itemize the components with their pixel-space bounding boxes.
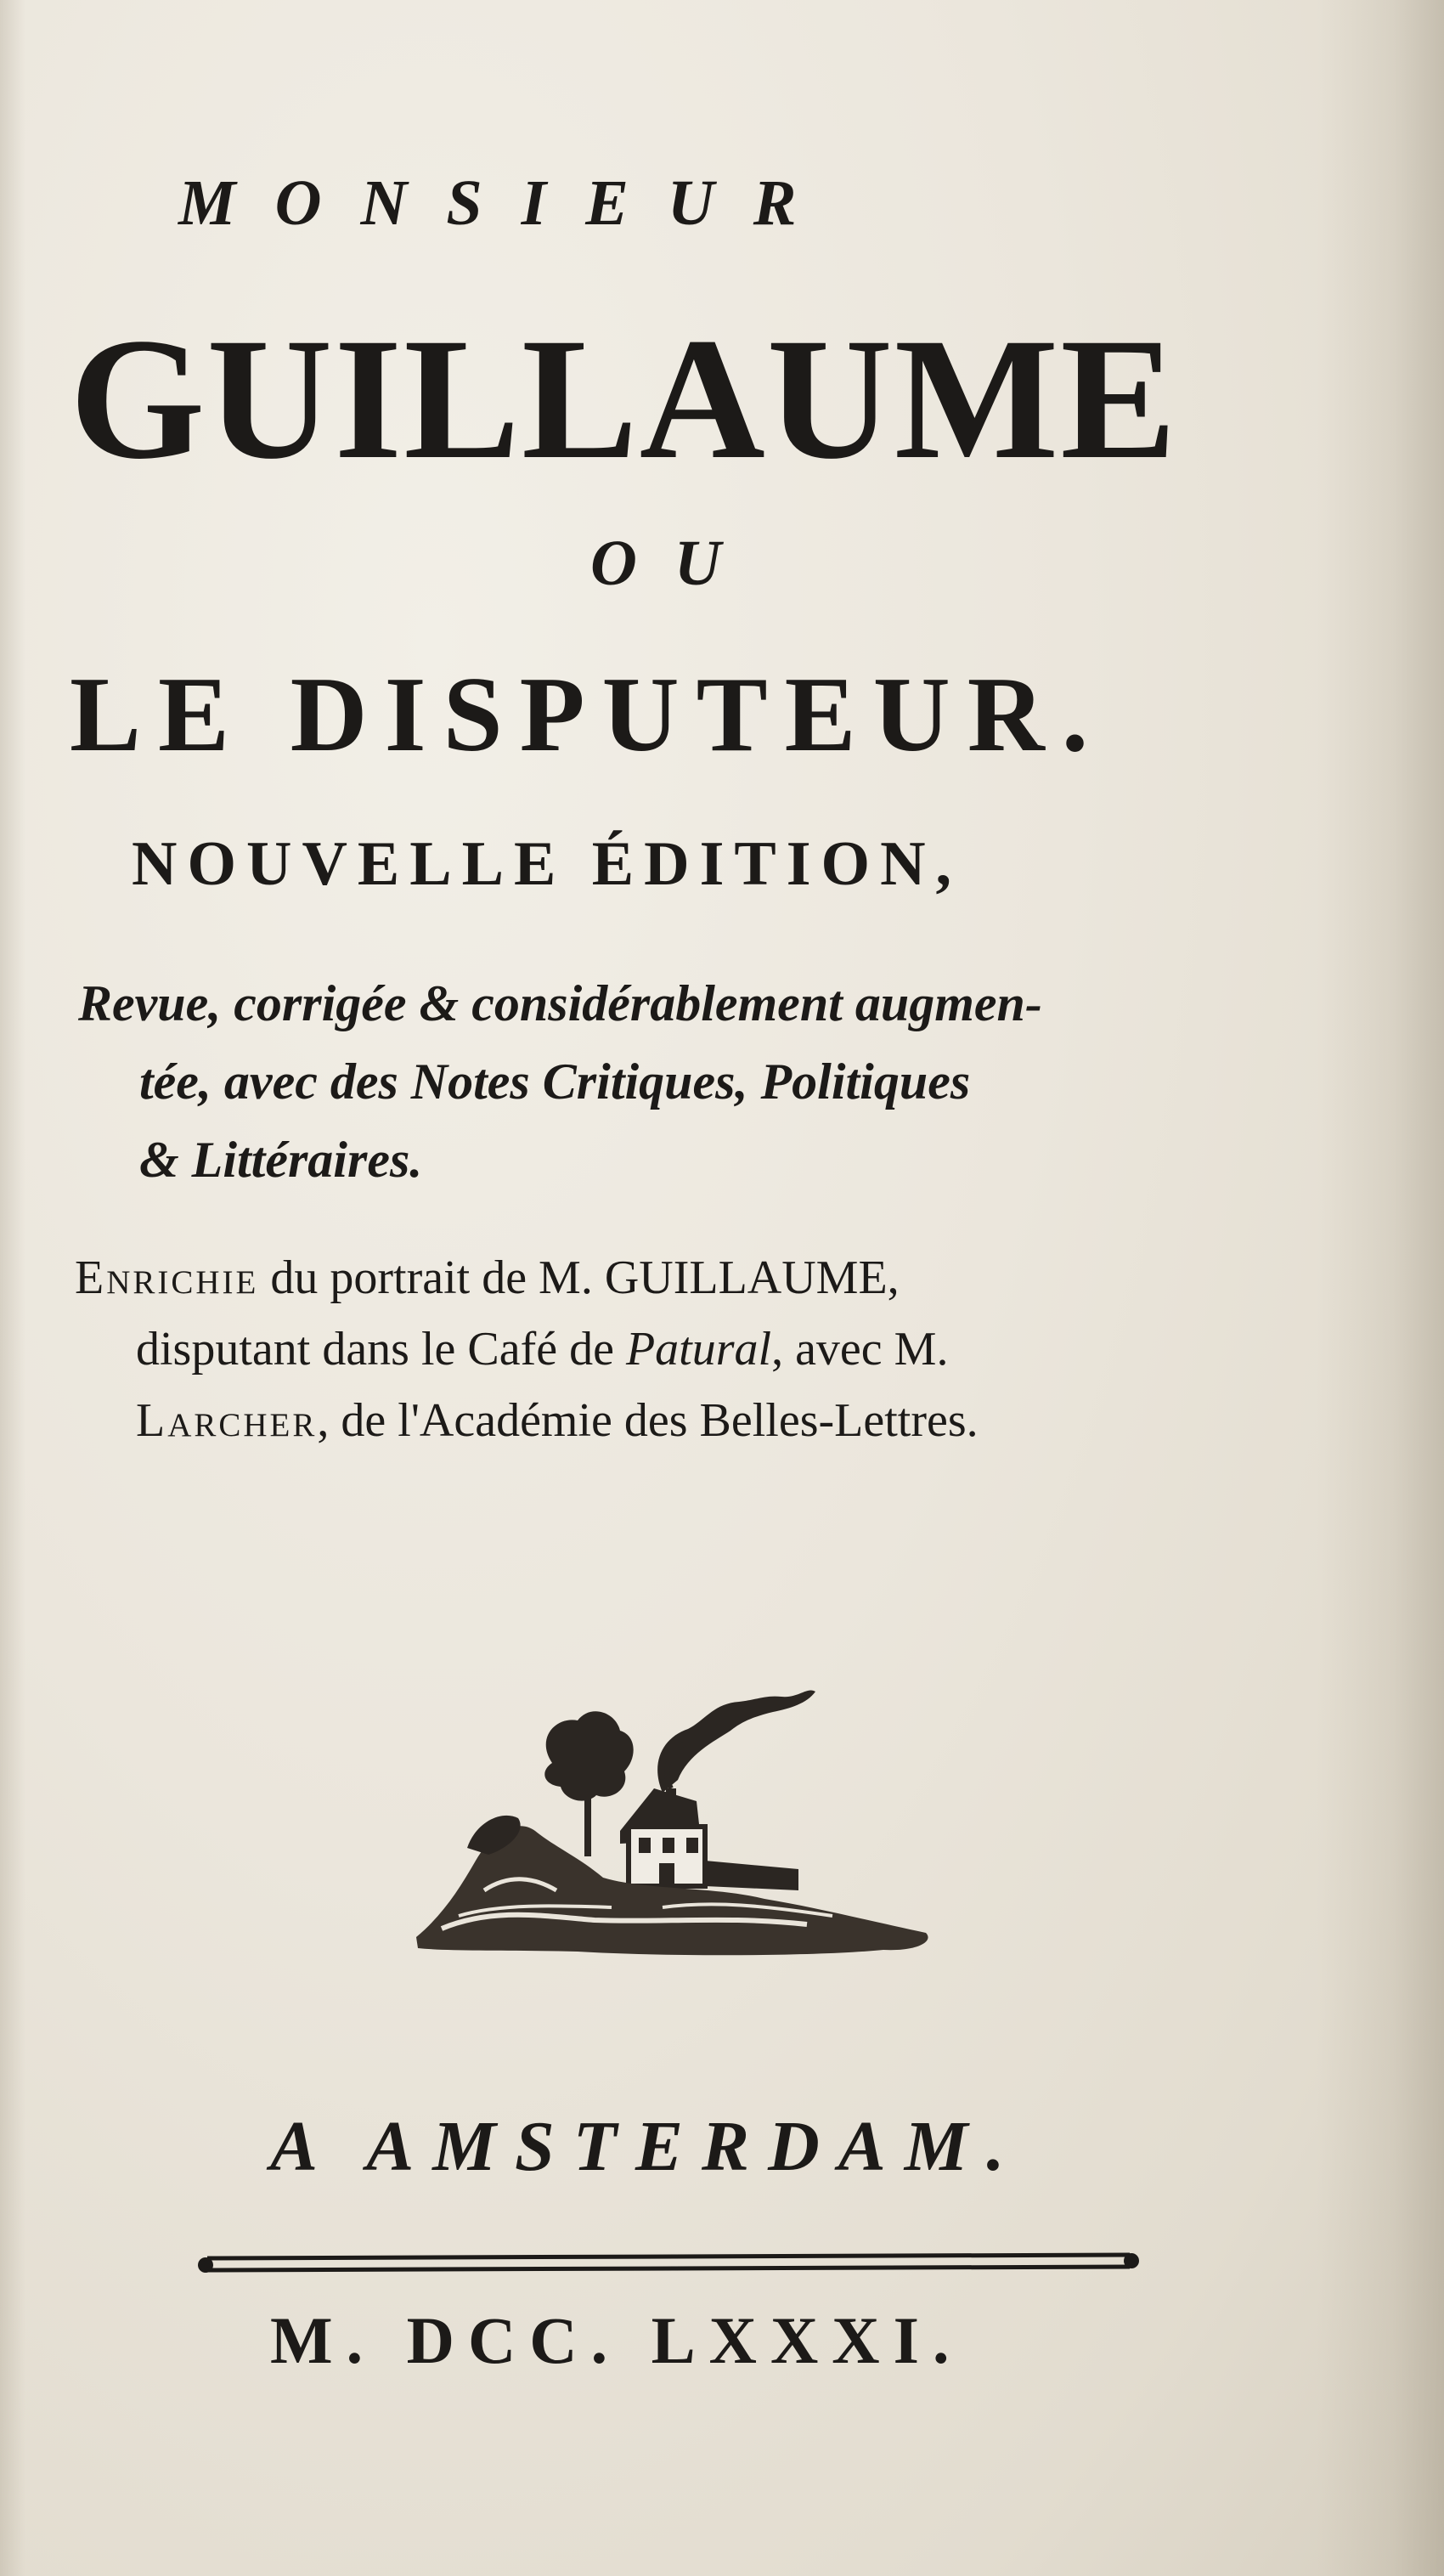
- revision-line-2: tée, avec des Notes Critiques, Politiques: [139, 1054, 971, 1110]
- portrait-line-3-rest: , de l'Académie des Belles-Lettres.: [317, 1394, 979, 1447]
- revision-note: [78, 964, 1267, 1199]
- edition-statement: NOUVELLE ÉDITION,: [132, 829, 962, 899]
- portrait-line-2: [75, 1313, 1281, 1385]
- portrait-line-1: [75, 1242, 1281, 1313]
- woodcut-house-on-hill-icon: [408, 1635, 951, 1992]
- paper-left-shadow: [0, 0, 25, 2576]
- portrait-line-2-a: disputant dans le Café de: [136, 1323, 626, 1376]
- revision-line-1: Revue, corrigée & considérablement augmen-: [78, 975, 1042, 1031]
- title-disputeur: LE DISPUTEUR.: [70, 656, 1106, 774]
- paper-right-shadow: [1317, 0, 1444, 2576]
- title-ou: OU: [590, 528, 759, 599]
- portrait-note: [75, 1242, 1281, 1456]
- portrait-line-1-rest: du portrait de M. GUILLAUME,: [258, 1251, 900, 1304]
- title-monsieur: MONSIEUR: [178, 167, 836, 239]
- larcher-word: Larcher: [136, 1394, 318, 1447]
- imprint-year: M. DCC. LXXXI.: [270, 2303, 963, 2377]
- double-rule-divider: [197, 2250, 1140, 2279]
- imprint-place: A AMSTERDAM.: [270, 2107, 1024, 2186]
- portrait-line-3: [75, 1385, 1281, 1456]
- revision-line-3: & Littéraires.: [139, 1132, 423, 1188]
- patural-word: Patural: [625, 1323, 772, 1376]
- enrichie-word: Enrichie: [75, 1251, 259, 1304]
- portrait-line-2-b: , avec M.: [771, 1323, 949, 1376]
- title-guillaume: GUILLAUME: [70, 302, 1179, 495]
